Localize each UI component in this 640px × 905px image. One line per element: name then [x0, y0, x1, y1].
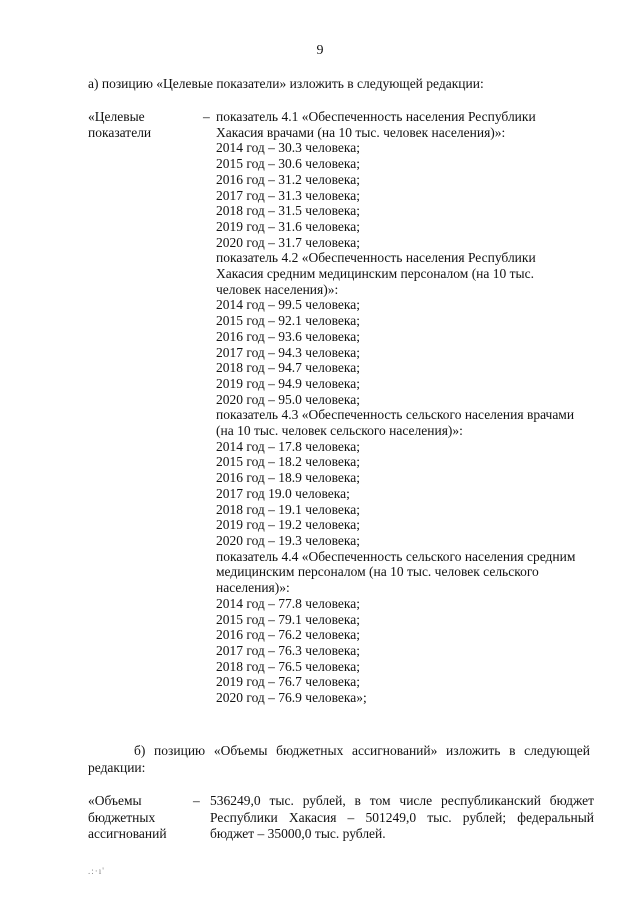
indicator-line: показатель 4.4 «Обеспеченность сельского населения средним	[216, 548, 576, 564]
label-line: ассигнований	[88, 826, 167, 841]
indicator-line: населения)»:	[216, 580, 290, 596]
indicator-line: 2017 год – 94.3 человека;	[216, 344, 360, 360]
indicator-line: показатель 4.3 «Обеспеченность сельского населения врачами	[216, 407, 575, 423]
indicator-line: 2014 год – 77.8 человека;	[216, 595, 360, 611]
indicator-line: показатель 4.1 «Обеспеченность населения Республики	[216, 109, 536, 124]
indicator-line: 2019 год – 76.7 человека;	[216, 674, 360, 690]
indicator-line: (на 10 тыс. человек сельского населения)»:	[216, 423, 463, 439]
indicator-line: 2014 год – 30.3 человека;	[216, 140, 360, 156]
section-b-dash: –	[193, 793, 200, 808]
indicator-line: медицинским персоналом (на 10 тыс. человек сельского	[216, 564, 539, 580]
indicator-line: Хакасия средним медицинским персоналом (на 10 тыс.	[216, 266, 534, 282]
indicator-line: 2018 год – 31.5 человека;	[216, 203, 360, 219]
indicator-line: 2015 год – 79.1 человека;	[216, 611, 360, 627]
indicator-line: показатель 4.2 «Обеспеченность населения Республики	[216, 250, 536, 266]
label-line: показатели	[88, 124, 152, 140]
section-b-intro: б) позицию «Объемы бюджетных ассигнований» изложить в следующей редакции:	[88, 743, 590, 775]
indicator-line: 2019 год – 19.2 человека;	[216, 517, 360, 533]
section-a-intro: а) позицию «Целевые показатели» изложить в следующей редакции:	[88, 76, 484, 91]
indicator-line: 2019 год – 31.6 человека;	[216, 218, 360, 234]
indicator-line: 2020 год – 19.3 человека;	[216, 532, 360, 548]
indicator-line: 2018 год – 94.7 человека;	[216, 360, 360, 376]
indicator-line: 2017 год – 31.3 человека;	[216, 187, 360, 203]
indicator-line: 2016 год – 76.2 человека;	[216, 627, 360, 643]
page-number: 9	[316, 43, 324, 58]
indicator-line: человек населения)»:	[216, 281, 339, 297]
indicator-line: 2014 год – 17.8 человека;	[216, 438, 360, 454]
section-a-dash: –	[203, 109, 210, 124]
indicator-line: 2020 год – 31.7 человека;	[216, 234, 360, 250]
indicator-line: 2016 год – 93.6 человека;	[216, 328, 360, 344]
section-a-label	[88, 109, 198, 140]
indicator-line: 2016 год – 18.9 человека;	[216, 470, 360, 486]
indicator-line: 2017 год 19.0 человека;	[216, 485, 350, 501]
footer-mark: .:·ı'	[88, 866, 105, 876]
indicator-line: 2020 год – 76.9 человека»;	[216, 690, 367, 706]
indicator-line: 2014 год – 99.5 человека;	[216, 297, 360, 313]
label-line: «Целевые	[88, 109, 145, 124]
indicator-line: 2020 год – 95.0 человека;	[216, 391, 360, 407]
indicator-line: 2017 год – 76.3 человека;	[216, 642, 360, 658]
indicator-line: 2018 год – 19.1 человека;	[216, 501, 360, 517]
indicator-line: 2015 год – 92.1 человека;	[216, 313, 360, 329]
label-line: бюджетных	[88, 809, 156, 825]
indicator-line: 2019 год – 94.9 человека;	[216, 375, 360, 391]
indicator-line: 2016 год – 31.2 человека;	[216, 171, 360, 187]
indicator-line: 2018 год – 76.5 человека;	[216, 658, 360, 674]
indicator-line: Хакасия врачами (на 10 тыс. человек населения)»:	[216, 124, 506, 140]
indicator-line: 2015 год – 18.2 человека;	[216, 454, 360, 470]
section-b-budget-text: 536249,0 тыс. рублей, в том числе республиканский бюджет Республики Хакасия – 501249,0 тыс. рублей; федеральный бюджет – 35000,0 тыс. рублей.	[210, 793, 594, 841]
section-b-label	[88, 793, 198, 843]
indicator-line: 2015 год – 30.6 человека;	[216, 156, 360, 172]
section-a-indicators	[216, 109, 596, 706]
label-line: «Объемы	[88, 793, 142, 808]
